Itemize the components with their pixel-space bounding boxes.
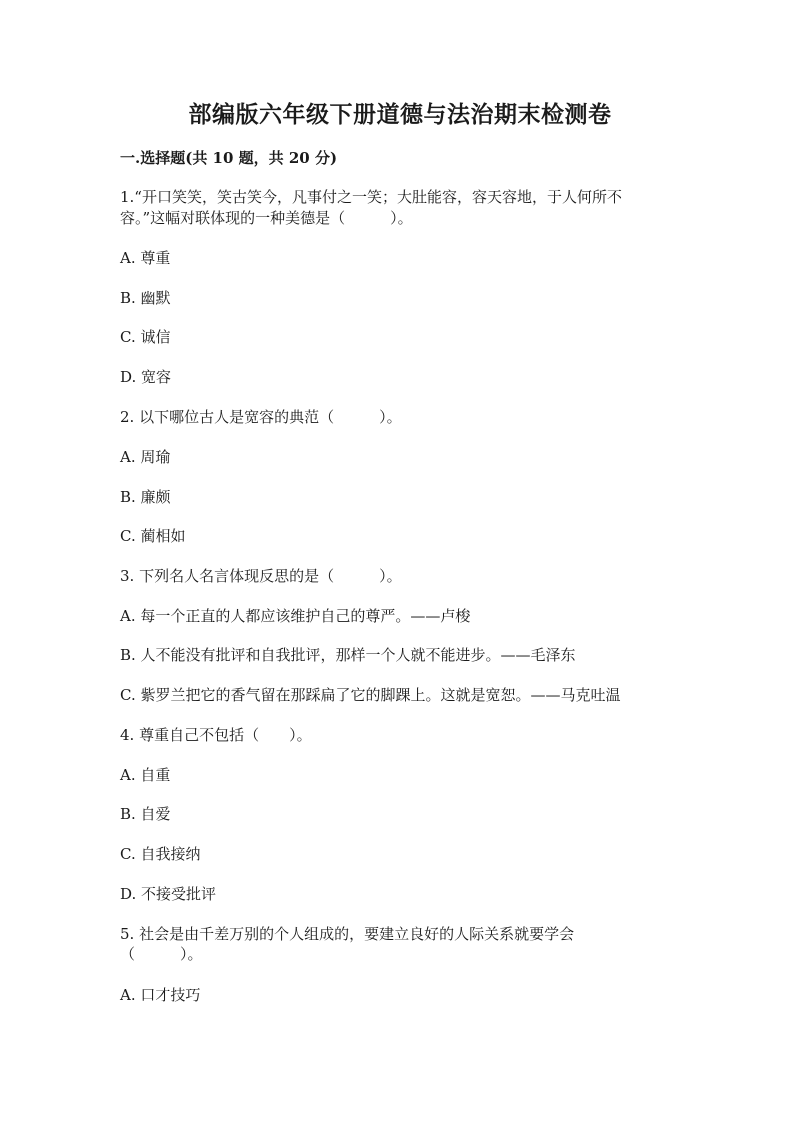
question-5-option-a: A. 口才技巧 [120,986,201,1004]
question-5-stem-line-2: （ ）。 [120,945,203,963]
question-1-stem-line-2: 容。”这幅对联体现的一种美德是（ ）。 [120,209,413,227]
question-3-option-a: A. 每一个正直的人都应该维护自己的尊严。——卢梭 [120,607,471,625]
section-heading: 一.选择题(共 10 题，共 20 分) [120,149,338,167]
question-2-stem: 2. 以下哪位古人是宽容的典范（ ）。 [120,408,402,426]
question-1-option-a: A. 尊重 [120,249,171,267]
question-1-option-d: D. 宽容 [120,368,172,386]
question-2-option-a: A. 周瑜 [120,448,171,466]
question-2-option-c: C. 蔺相如 [120,527,186,545]
question-4-stem: 4. 尊重自己不包括（ ）。 [120,726,312,744]
question-1-stem-line-1: 1.“开口笑笑，笑古笑今，凡事付之一笑；大肚能容，容天容地，于人何所不 [120,188,622,206]
question-4-option-b: B. 自爱 [120,805,171,823]
question-4-option-c: C. 自我接纳 [120,845,201,863]
question-1-option-c: C. 诚信 [120,328,171,346]
question-4-option-a: A. 自重 [120,766,171,784]
question-3-option-c: C. 紫罗兰把它的香气留在那踩扁了它的脚踝上。这就是宽恕。——马克吐温 [120,686,621,704]
question-4-option-d: D. 不接受批评 [120,885,217,903]
question-5-stem-line-1: 5. 社会是由千差万别的个人组成的，要建立良好的人际关系就要学会 [120,925,575,943]
question-1-option-b: B. 幽默 [120,289,171,307]
question-3-stem: 3. 下列名人名言体现反思的是（ ）。 [120,567,402,585]
page-title: 部编版六年级下册道德与法治期末检测卷 [188,101,612,128]
question-3-option-b: B. 人不能没有批评和自我批评，那样一个人就不能进步。——毛泽东 [120,646,576,664]
question-2-option-b: B. 廉颇 [120,488,171,506]
